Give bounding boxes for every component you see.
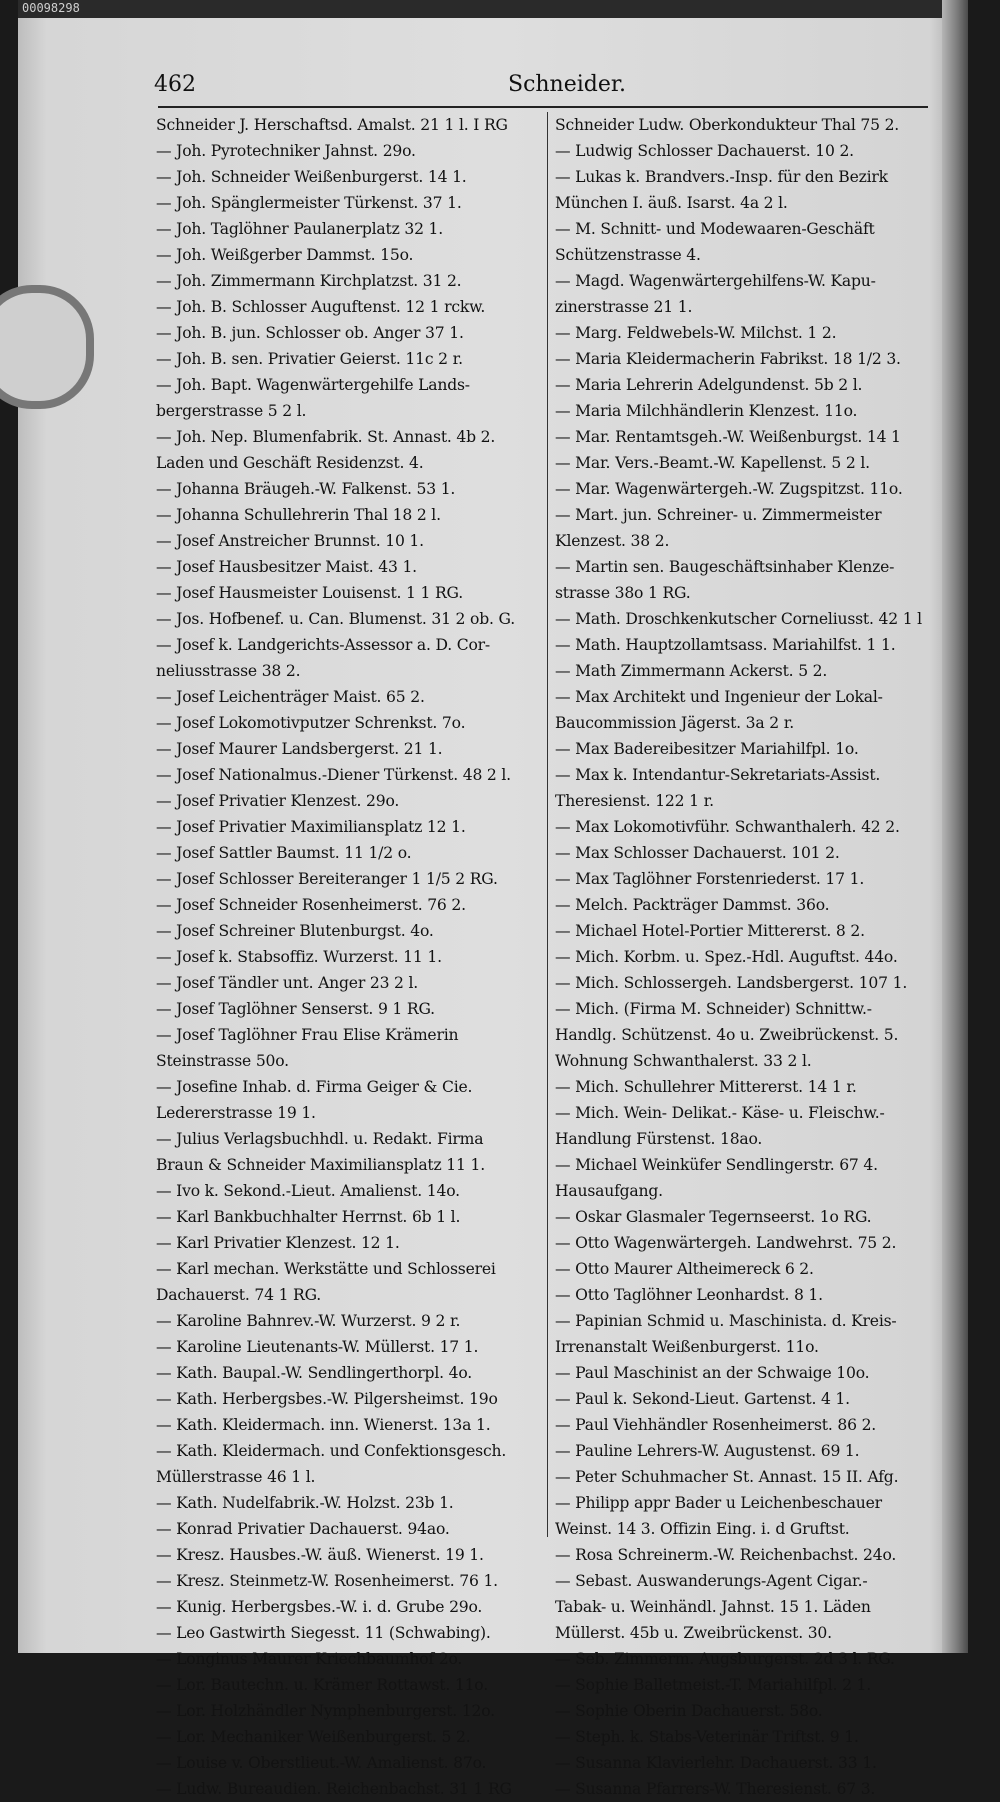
directory-entry: — Rosa Schreinerm.-W. Reichenbachst. 24o. — [555, 1546, 897, 1564]
directory-entry: — Joh. Zimmermann Kirchplatzst. 31 2. — [156, 272, 462, 290]
directory-entry: — Joh. B. jun. Schlosser ob. Anger 37 1. — [156, 324, 464, 342]
directory-entry: Schneider Ludw. Oberkondukteur Thal 75 2. — [555, 116, 900, 134]
directory-entry: — Kath. Nudelfabrik.-W. Holzst. 23b 1. — [156, 1494, 454, 1512]
directory-entry: — Kath. Herbergsbes.-W. Pilgersheimst. 19o — [156, 1390, 498, 1408]
directory-entry: — Kath. Kleidermach. und Confektionsgesch. — [156, 1442, 507, 1460]
directory-entry: — Karoline Bahnrev.-W. Wurzerst. 9 2 r. — [156, 1312, 461, 1330]
header-rule — [158, 106, 928, 108]
directory-entry: — Joh. B. Schlosser Auguftenst. 12 1 rckw. — [156, 298, 486, 316]
page-header — [18, 70, 968, 104]
scan-top-edge — [18, 0, 968, 18]
directory-entry: Klenzest. 38 2. — [555, 532, 670, 550]
directory-entry: neliusstrasse 38 2. — [156, 662, 301, 680]
directory-entry: — Joh. Bapt. Wagenwärtergehilfe Lands- — [156, 376, 470, 394]
directory-entry: — Jos. Hofbenef. u. Can. Blumenst. 31 2 ob. G. — [156, 610, 515, 628]
directory-entry: — Peter Schuhmacher St. Annast. 15 II. Afg. — [555, 1468, 899, 1486]
directory-entry: — Josefine Inhab. d. Firma Geiger & Cie. — [156, 1078, 473, 1096]
directory-entry: Müllerstrasse 46 1 l. — [156, 1468, 316, 1486]
right-column — [555, 112, 933, 1802]
directory-entry: — Louise v. Oberstlieut.-W. Amalienst. 87o. — [156, 1754, 487, 1772]
directory-entry: — Josef k. Stabsoffiz. Wurzerst. 11 1. — [156, 948, 442, 966]
directory-entry: — Sophie Oberin Dachauerst. 58o. — [555, 1702, 823, 1720]
directory-entry: München I. äuß. Isarst. 4a 2 l. — [555, 194, 788, 212]
directory-entry: — Sebast. Auswanderungs-Agent Cigar.- — [555, 1572, 868, 1590]
directory-entry: — Josef Lokomotivputzer Schrenkst. 7o. — [156, 714, 466, 732]
directory-entry: — Paul Viehhändler Rosenheimerst. 86 2. — [555, 1416, 877, 1434]
directory-entry: — Mar. Rentamtsgeh.-W. Weißenburgst. 14 1 — [555, 428, 901, 446]
directory-entry: — Maria Lehrerin Adelgundenst. 5b 2 l. — [555, 376, 863, 394]
directory-entry: — Josef Tändler unt. Anger 23 2 l. — [156, 974, 419, 992]
directory-entry: — Karl Privatier Klenzest. 12 1. — [156, 1234, 400, 1252]
directory-entry: Ledererstrasse 19 1. — [156, 1104, 316, 1122]
directory-entry: — Joh. Taglöhner Paulanerplatz 32 1. — [156, 220, 444, 238]
directory-entry: — Oskar Glasmaler Tegernseerst. 1o RG. — [555, 1208, 872, 1226]
directory-entry: — Mich. Korbm. u. Spez.-Hdl. Auguftst. 44o. — [555, 948, 898, 966]
page-title: Schneider. — [508, 72, 626, 97]
directory-entry: — Josef k. Landgerichts-Assessor a. D. Cor- — [156, 636, 490, 654]
directory-entry: Müllerst. 45b u. Zweibrückenst. 30. — [555, 1624, 832, 1642]
directory-entry: — Kresz. Hausbes.-W. äuß. Wienerst. 19 1. — [156, 1546, 484, 1564]
directory-entry: Laden und Geschäft Residenzst. 4. — [156, 454, 424, 472]
directory-entry: — Martin sen. Baugeschäftsinhaber Klenze- — [555, 558, 895, 576]
directory-entry: — Josef Privatier Maximiliansplatz 12 1. — [156, 818, 466, 836]
directory-entry: — Ludwig Schlosser Dachauerst. 10 2. — [555, 142, 854, 160]
directory-entry: — Mich. Schlossergeh. Landsbergerst. 107 1. — [555, 974, 908, 992]
directory-entry: — Paul k. Sekond-Lieut. Gartenst. 4 1. — [555, 1390, 850, 1408]
directory-entry: — Lukas k. Brandvers.-Insp. für den Bezirk — [555, 168, 888, 186]
directory-entry: — Otto Maurer Altheimereck 6 2. — [555, 1260, 814, 1278]
directory-entry: — Josef Maurer Landsbergerst. 21 1. — [156, 740, 443, 758]
directory-entry: — Max Taglöhner Forstenriederst. 17 1. — [555, 870, 865, 888]
directory-entry: — Karoline Lieutenants-W. Müllerst. 17 1. — [156, 1338, 479, 1356]
column-divider — [547, 112, 548, 1537]
directory-entry: — Josef Hausbesitzer Maist. 43 1. — [156, 558, 417, 576]
directory-entry: — Johanna Schullehrerin Thal 18 2 l. — [156, 506, 441, 524]
directory-entry: Schützenstrasse 4. — [555, 246, 701, 264]
directory-entry: — Lor. Mechaniker Weißenburgerst. 5 2. — [156, 1728, 471, 1746]
directory-entry: — Max k. Intendantur-Sekretariats-Assist. — [555, 766, 881, 784]
directory-entry: — Josef Schneider Rosenheimerst. 76 2. — [156, 896, 466, 914]
directory-entry: Handlung Fürstenst. 18ao. — [555, 1130, 763, 1148]
directory-entry: Handlg. Schützenst. 4o u. Zweibrückenst. 5. — [555, 1026, 899, 1044]
directory-entry: — Otto Wagenwärtergeh. Landwehrst. 75 2. — [555, 1234, 897, 1252]
directory-entry: — Max Lokomotivführ. Schwanthalerh. 42 2. — [555, 818, 900, 836]
directory-entry: — Magd. Wagenwärtergehilfens-W. Kapu- — [555, 272, 876, 290]
directory-entry: — Mar. Vers.-Beamt.-W. Kapellenst. 5 2 l. — [555, 454, 870, 472]
directory-entry: — Johanna Bräugeh.-W. Falkenst. 53 1. — [156, 480, 456, 498]
directory-entry: — Josef Schlosser Bereiteranger 1 1/5 2 RG. — [156, 870, 498, 888]
directory-entry: — Josef Taglöhner Senserst. 9 1 RG. — [156, 1000, 435, 1018]
directory-entry: bergerstrasse 5 2 l. — [156, 402, 307, 420]
directory-entry: — Max Badereibesitzer Mariahilfpl. 1o. — [555, 740, 859, 758]
directory-entry: — Joh. Nep. Blumenfabrik. St. Annast. 4b 2. — [156, 428, 496, 446]
directory-entry: — M. Schnitt- und Modewaaren-Geschäft — [555, 220, 875, 238]
scan-code: 00098298 — [22, 1, 80, 15]
directory-entry: Tabak- u. Weinhändl. Jahnst. 15 1. Läden — [555, 1598, 871, 1616]
directory-entry: — Susanna Klavierlehr. Dachauerst. 33 1. — [555, 1754, 877, 1772]
directory-entry: — Leo Gastwirth Siegesst. 11 (Schwabing). — [156, 1624, 491, 1642]
directory-entry: — Kath. Kleidermach. inn. Wienerst. 13a 1. — [156, 1416, 491, 1434]
directory-entry: Wohnung Schwanthalerst. 33 2 l. — [555, 1052, 812, 1070]
directory-entry: strasse 38o 1 RG. — [555, 584, 691, 602]
directory-entry: Hausaufgang. — [555, 1182, 663, 1200]
directory-entry: Irrenanstalt Weißenburgerst. 11o. — [555, 1338, 819, 1356]
directory-entry: — Kath. Baupal.-W. Sendlingerthorpl. 4o. — [156, 1364, 473, 1382]
directory-entry: — Math. Hauptzollamtsass. Mariahilfst. 1 1. — [555, 636, 896, 654]
directory-entry: — Joh. Schneider Weißenburgerst. 14 1. — [156, 168, 467, 186]
directory-entry: Baucommission Jägerst. 3a 2 r. — [555, 714, 795, 732]
directory-entry: Braun & Schneider Maximiliansplatz 11 1. — [156, 1156, 485, 1174]
directory-entry: — Joh. B. sen. Privatier Geierst. 11c 2 r. — [156, 350, 463, 368]
directory-entry: — Konrad Privatier Dachauerst. 94ao. — [156, 1520, 450, 1538]
directory-entry: — Joh. Weißgerber Dammst. 15o. — [156, 246, 414, 264]
directory-entry: zinerstrasse 21 1. — [555, 298, 693, 316]
directory-entry: — Lor. Bautechn. u. Krämer Rottawst. 11o. — [156, 1676, 488, 1694]
directory-entry: — Mart. jun. Schreiner- u. Zimmermeister — [555, 506, 882, 524]
directory-entry: — Pauline Lehrers-W. Augustenst. 69 1. — [555, 1442, 860, 1460]
directory-entry: — Michael Hotel-Portier Mittererst. 8 2. — [555, 922, 865, 940]
page-number: 462 — [154, 72, 196, 97]
directory-entry: Weinst. 14 3. Offizin Eing. i. d Gruftst. — [555, 1520, 850, 1538]
directory-entry: — Math. Droschkenkutscher Corneliusst. 42 1 l — [555, 610, 922, 628]
directory-entry: — Mich. Wein- Delikat.- Käse- u. Fleischw.- — [555, 1104, 885, 1122]
directory-entry: — Mich. Schullehrer Mittererst. 14 1 r. — [555, 1078, 857, 1096]
binding-hole — [0, 285, 94, 409]
directory-entry: — Josef Anstreicher Brunnst. 10 1. — [156, 532, 424, 550]
directory-entry: — Josef Hausmeister Louisenst. 1 1 RG. — [156, 584, 463, 602]
directory-entry: — Karl Bankbuchhalter Herrnst. 6b 1 l. — [156, 1208, 461, 1226]
directory-entry: Steinstrasse 50o. — [156, 1052, 289, 1070]
directory-entry: — Max Schlosser Dachauerst. 101 2. — [555, 844, 840, 862]
directory-entry: — Joh. Pyrotechniker Jahnst. 29o. — [156, 142, 416, 160]
directory-entry: — Ludw. Bureaudien. Reichenbachst. 31 1 RG — [156, 1780, 512, 1798]
directory-entry: — Josef Taglöhner Frau Elise Krämerin — [156, 1026, 459, 1044]
directory-entry: — Melch. Packträger Dammst. 36o. — [555, 896, 830, 914]
directory-entry: — Maria Kleidermacherin Fabrikst. 18 1/2 3. — [555, 350, 901, 368]
directory-entry: — Josef Schreiner Blutenburgst. 4o. — [156, 922, 434, 940]
page-edge — [942, 0, 968, 1653]
directory-entry: — Mar. Wagenwärtergeh.-W. Zugspitzst. 11o. — [555, 480, 903, 498]
directory-entry: — Lor. Holzhändler Nymphenburgerst. 12o. — [156, 1702, 495, 1720]
directory-entry: — Michael Weinküfer Sendlingerstr. 67 4. — [555, 1156, 878, 1174]
directory-entry: — Kresz. Steinmetz-W. Rosenheimerst. 76 1. — [156, 1572, 498, 1590]
directory-entry: Dachauerst. 74 1 RG. — [156, 1286, 322, 1304]
directory-entry: — Mich. (Firma M. Schneider) Schnittw.- — [555, 1000, 872, 1018]
directory-entry: Theresienst. 122 1 r. — [555, 792, 714, 810]
directory-entry: — Joh. Spänglermeister Türkenst. 37 1. — [156, 194, 462, 212]
directory-entry: — Seb. Zimmerm. Augsburgerst. 2d 3 l. RG. — [555, 1650, 895, 1668]
directory-entry: — Marg. Feldwebels-W. Milchst. 1 2. — [555, 324, 837, 342]
directory-entry: — Kunig. Herbergsbes.-W. i. d. Grube 29o. — [156, 1598, 483, 1616]
directory-entry: — Papinian Schmid u. Maschinista. d. Kreis- — [555, 1312, 897, 1330]
book-page — [18, 0, 968, 1798]
directory-entry: — Philipp appr Bader u Leichenbeschauer — [555, 1494, 882, 1512]
directory-entry: — Longinus Maurer Kriechbaumhof 2o. — [156, 1650, 463, 1668]
directory-entry: — Karl mechan. Werkstätte und Schlosserei — [156, 1260, 496, 1278]
left-column — [156, 112, 541, 1802]
directory-entry: — Sophie Balletmeist.-T. Mariahilfpl. 2 1. — [555, 1676, 872, 1694]
directory-entry: — Ivo k. Sekond.-Lieut. Amalienst. 14o. — [156, 1182, 460, 1200]
directory-entry: — Max Architekt und Ingenieur der Lokal- — [555, 688, 883, 706]
directory-entry: — Susanna Pfarrers-W. Theresienst. 67 3. — [555, 1780, 876, 1798]
directory-entry: — Josef Sattler Baumst. 11 1/2 o. — [156, 844, 412, 862]
directory-entry: — Josef Nationalmus.-Diener Türkenst. 48 2 l. — [156, 766, 511, 784]
directory-entry: — Josef Privatier Klenzest. 29o. — [156, 792, 400, 810]
directory-entry: Schneider J. Herschaftsd. Amalst. 21 1 l. I RG — [156, 116, 508, 134]
directory-entry: — Paul Maschinist an der Schwaige 10o. — [555, 1364, 870, 1382]
directory-entry: — Maria Milchhändlerin Klenzest. 11o. — [555, 402, 858, 420]
directory-entry: — Julius Verlagsbuchhdl. u. Redakt. Firma — [156, 1130, 484, 1148]
directory-entry: — Math Zimmermann Ackerst. 5 2. — [555, 662, 828, 680]
directory-entry: — Steph. k. Stabs-Veterinär Triftst. 9 1. — [555, 1728, 859, 1746]
directory-entry: — Josef Leichenträger Maist. 65 2. — [156, 688, 425, 706]
directory-entry: — Otto Taglöhner Leonhardst. 8 1. — [555, 1286, 823, 1304]
